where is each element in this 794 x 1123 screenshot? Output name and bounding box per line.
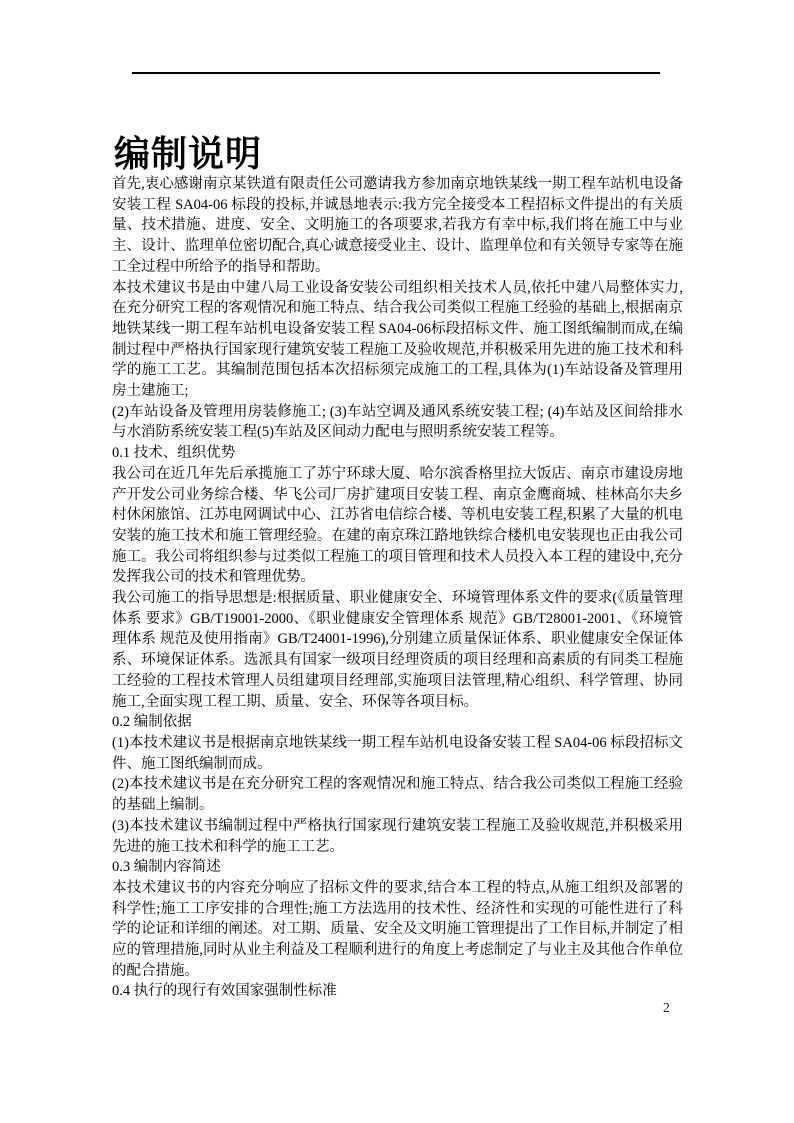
section-heading-0-1: 0.1 技术、组织优势 — [112, 445, 236, 462]
section-heading-0-4: 0.4 执行的现行有效国家强制性标准 — [112, 983, 337, 1000]
section-heading-0-3: 0.3 编制内容简述 — [112, 859, 221, 876]
paragraph: 本技术建议书的内容充分响应了招标文件的要求,结合本工程的特点,从施工组织及部署的科学性;施工工序安排的合理性;施工方法选用的技术性、经济性和实现的可能性进行了科学的论证和详细的阐述。对工期、质量、安全及文明施工管理提出了工作目标,并制定了相应的管理措施,同时从业主利益及工程顺利进行的角度上考虑制定了与业主及其他合作单位的配合措施。 — [112, 879, 683, 979]
header-rule — [132, 72, 660, 74]
section-heading-0-2: 0.2 编制依据 — [112, 714, 192, 731]
list-item: (1)本技术建议书是根据南京地铁某线一期工程车站机电设备安装工程 SA04-06 标段招标文件、施工图纸编制而成。 — [112, 734, 683, 772]
document-title: 编制说明 — [114, 133, 263, 175]
list-item: (3)本技术建议书编制过程中严格执行国家现行建筑安装工程施工及验收规范,并积极采用先进的施工技术和科学的施工工艺。 — [112, 817, 683, 855]
paragraph: 本技术建议书是由中建八局工业设备安装公司组织相关技术人员,依托中建八局整体实力,在充分研究工程的客观情况和施工特点、结合我公司类似工程施工经验的基础上,根据南京地铁某线一期工程车站机电设备安装工程 SA04-06标段招标文件、施工图纸编制而成,在编制过程中严格执行国家现行建筑安装工程施工及验收规范,并积极采用先进的施工技术和科学的施工工艺。其编制范围包括本次招标须完成施工的工程,具体为(1)车站设备及管理用房土建施工; — [112, 279, 683, 400]
paragraph: (2)车站设备及管理用房装修施工; (3)车站空调及通风系统安装工程; (4)车站及区间给排水与水消防系统安装工程(5)车站及区间动力配电与照明系统安装工程等。 — [112, 403, 683, 441]
paragraph: 首先,衷心感谢南京某铁道有限责任公司邀请我方参加南京地铁某线一期工程车站机电设备安装工程 SA04-06 标段的投标,并诚恳地表示:我方完全接受本工程招标文件提出的有关质量、技术措施、进度、安全、文明施工的各项要求,若我方有幸中标,我们将在施工中与业主、设计、监理单位密切配合,真心诚意接受业主、设计、监理单位和有关领导专家等在施工全过程中所给予的指导和帮助。 — [112, 176, 683, 275]
list-item: (2)本技术建议书是在充分研究工程的客观情况和施工特点、结合我公司类似工程施工经验的基础上编制。 — [112, 776, 683, 814]
body-text — [112, 174, 683, 1002]
page-number: 2 — [663, 1000, 670, 1015]
paragraph: 我公司施工的指导思想是:根据质量、职业健康安全、环境管理体系文件的要求(《质量管理体系 要求》GB/T19001-2000、《职业健康安全管理体系 规范》GB/T28001-2001、《环境管理体系 规范及使用指南》GB/T24001-1996),分别建立质量保证体系、职业健康安全保证体系、环境保证体系。选派具有国家一级项目经理资质的项目经理和高素质的有同类工程施工经验的工程技术管理人员组建项目经理部,实施项目法管理,精心组织、科学管理、协同施工,全面实现工程工期、质量、安全、环保等各项目标。 — [112, 590, 683, 710]
paragraph: 我公司在近几年先后承揽施工了苏宁环球大厦、哈尔滨香格里拉大饭店、南京市建设房地产开发公司业务综合楼、华飞公司厂房扩建项目安装工程、南京金鹰商城、桂林高尔夫乡村休闲旅馆、江苏电网调试中心、江苏省电信综合楼、等机电安装工程,积累了大量的机电安装的施工技术和施工管理经验。在建的南京珠江路地铁综合楼机电安装现也正由我公司施工。我公司将组织参与过类似工程施工的项目管理和技术人员投入本工程的建设中,充分发挥我公司的技术和管理优势。 — [112, 465, 683, 586]
